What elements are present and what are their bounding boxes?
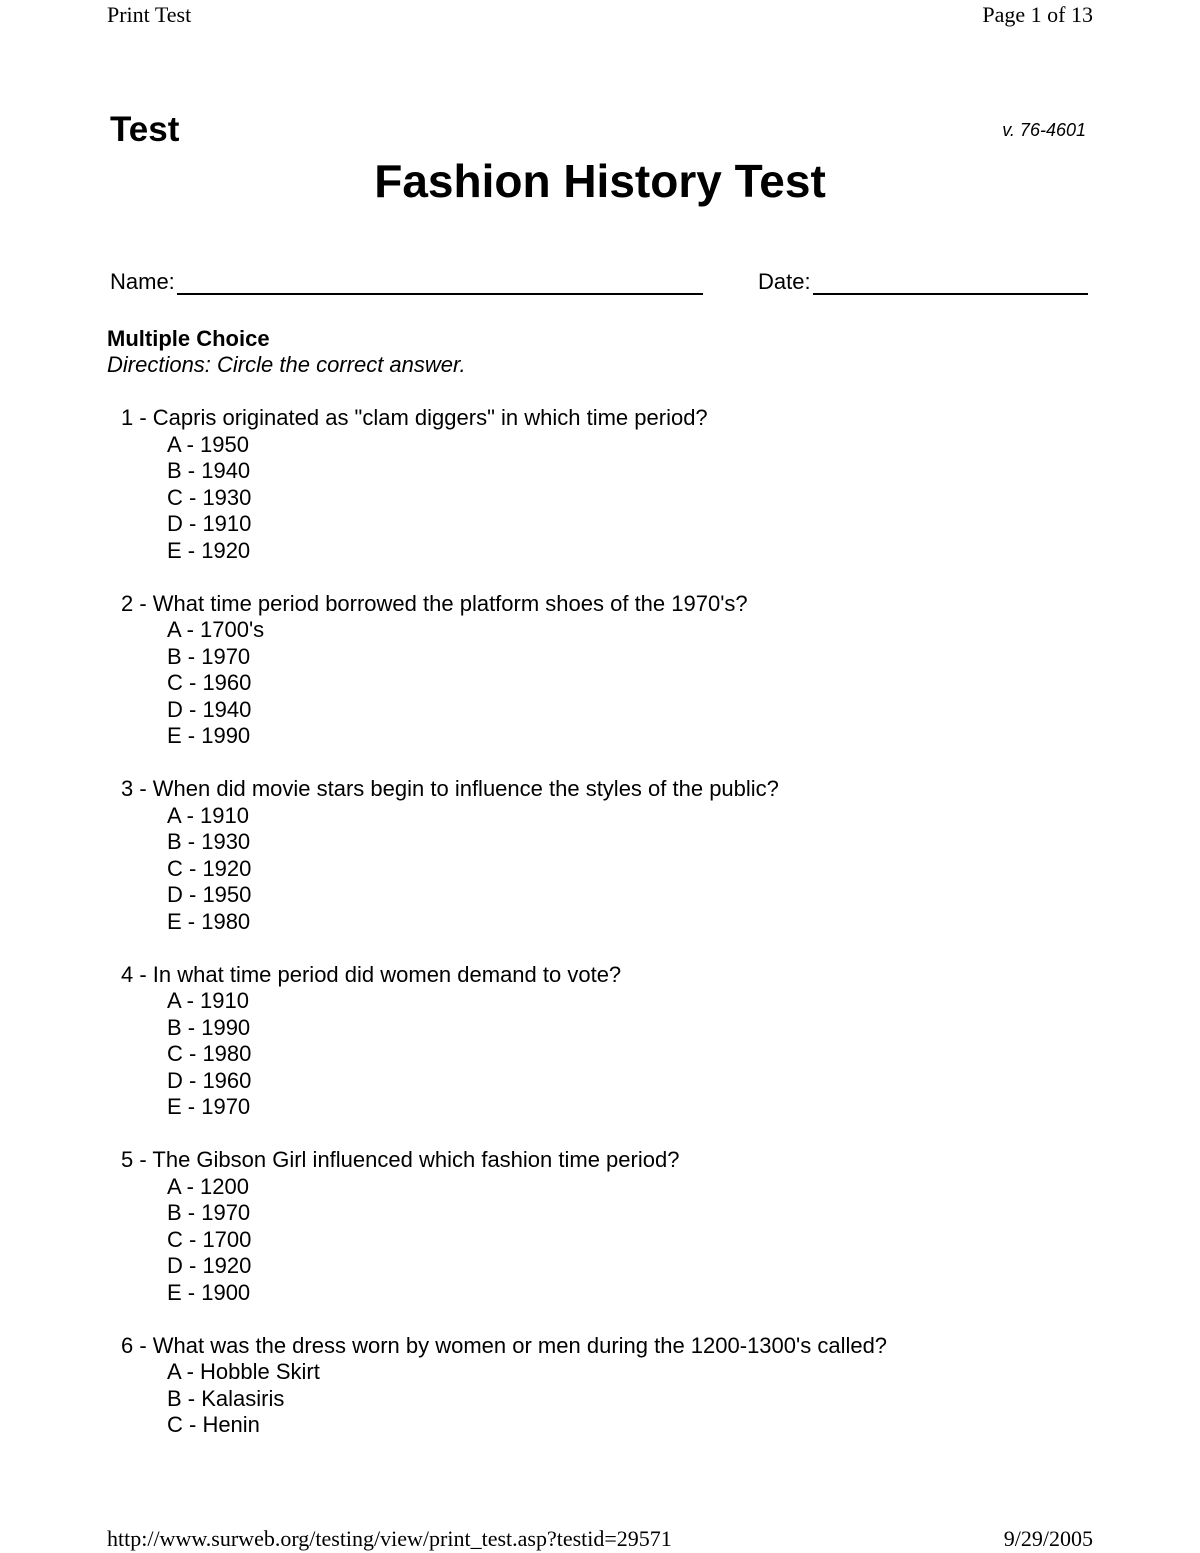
name-blank-line <box>177 271 703 295</box>
print-header-title: Print Test <box>107 2 192 27</box>
answer-option: E - 1920 <box>167 537 251 563</box>
name-label: Name: <box>110 269 175 294</box>
name-field <box>110 269 703 295</box>
answer-option: C - 1920 <box>167 855 252 881</box>
page-title: Fashion History Test <box>374 155 826 207</box>
question-text: 2 - What time period borrowed the platform shoes of the 1970's? <box>121 590 748 616</box>
directions: Directions: Circle the correct answer. <box>107 352 466 377</box>
answer-option: C - 1980 <box>167 1041 252 1066</box>
question-item <box>121 405 887 564</box>
answer-option: E - 1970 <box>167 1094 251 1119</box>
footer-url: http://www.surweb.org/testing/view/print_test.asp?testid=29571 <box>107 1526 672 1551</box>
answer-option: E - 1900 <box>167 1279 251 1305</box>
answer-option: A - Hobble Skirt <box>167 1359 320 1384</box>
question-item <box>121 1333 887 1439</box>
page-number: Page 1 of 13 <box>982 2 1093 27</box>
question-text: 3 - When did movie stars begin to influence the styles of the public? <box>121 776 779 801</box>
date-blank-line <box>813 271 1088 295</box>
answer-option: C - 1930 <box>167 484 252 510</box>
answer-option: B - 1990 <box>167 1014 251 1040</box>
question-item <box>121 591 887 750</box>
answer-option: B - 1940 <box>167 458 251 483</box>
answer-option: C - Henin <box>167 1412 260 1437</box>
answer-option: A - 1910 <box>167 988 249 1013</box>
answer-option: B - 1970 <box>167 1200 251 1225</box>
question-text: 4 - In what time period did women demand to vote? <box>121 961 622 987</box>
test-label: Test <box>110 110 180 149</box>
answer-option: E - 1990 <box>167 723 251 748</box>
answer-option: A - 1910 <box>167 802 249 828</box>
question-text: 1 - Capris originated as "clam diggers" in which time period? <box>121 405 708 430</box>
answer-option: D - 1910 <box>167 511 252 536</box>
answer-option: D - 1960 <box>167 1067 252 1093</box>
answer-option: B - 1970 <box>167 643 251 669</box>
date-label: Date: <box>758 269 811 294</box>
answer-option: D - 1920 <box>167 1253 252 1278</box>
section-title: Multiple Choice <box>107 326 270 351</box>
answer-option: E - 1980 <box>167 908 251 934</box>
answer-option: A - 1950 <box>167 431 249 457</box>
answer-option: B - 1930 <box>167 829 251 854</box>
answer-option: D - 1950 <box>167 882 252 907</box>
answer-option: A - 1200 <box>167 1173 249 1199</box>
answer-option: D - 1940 <box>167 696 252 722</box>
question-text: 6 - What was the dress worn by women or men during the 1200-1300's called? <box>121 1332 888 1358</box>
version-number: v. 76-4601 <box>1002 120 1086 140</box>
answer-option: B - Kalasiris <box>167 1385 285 1411</box>
answer-option: A - 1700's <box>167 617 265 642</box>
date-field <box>758 269 1088 295</box>
question-item <box>121 776 887 935</box>
question-item <box>121 1147 887 1306</box>
question-list <box>121 405 887 1465</box>
question-item <box>121 962 887 1121</box>
answer-option: C - 1960 <box>167 670 252 695</box>
answer-option: C - 1700 <box>167 1226 252 1252</box>
question-text: 5 - The Gibson Girl influenced which fashion time period? <box>121 1147 680 1172</box>
footer-date: 9/29/2005 <box>1003 1526 1093 1551</box>
